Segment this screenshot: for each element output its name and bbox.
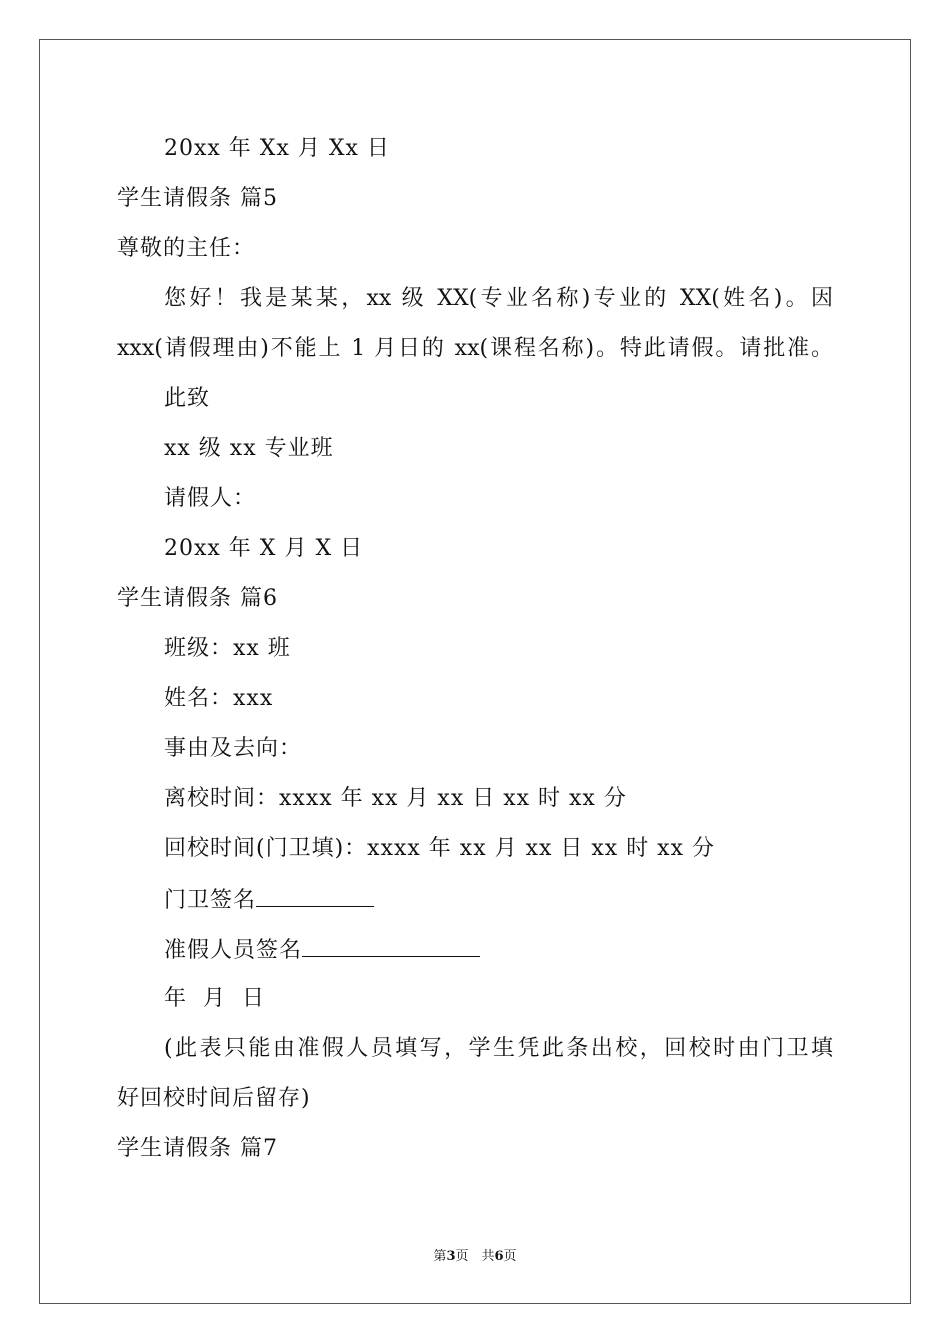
page-suffix: 页 <box>503 1249 517 1264</box>
page-footer <box>0 1248 950 1266</box>
page-frame <box>39 39 911 1304</box>
note-line-2: 好回校时间后留存) <box>117 1086 311 1111</box>
page-middle: 页 共 <box>455 1249 495 1264</box>
approver-signature-row <box>164 934 480 966</box>
date-line-2: 20xx 年 X 月 X 日 <box>164 536 364 561</box>
date-blank-line: 年 月 日 <box>164 986 265 1011</box>
leave-time-field: 离校时间：xxxx 年 xx 月 xx 日 xx 时 xx 分 <box>164 786 627 811</box>
page-prefix: 第 <box>433 1249 447 1264</box>
name-field: 姓名：xxx <box>164 686 274 711</box>
section-title-7: 学生请假条 篇7 <box>117 1136 278 1161</box>
approver-signature-blank <box>302 934 480 957</box>
applicant-line: 请假人： <box>164 486 257 511</box>
section-title-5: 学生请假条 篇5 <box>117 186 278 211</box>
approver-signature-label: 准假人员签名 <box>164 938 303 963</box>
reason-field: 事由及去向： <box>164 736 303 761</box>
salutation: 尊敬的主任： <box>117 236 256 261</box>
guard-signature-row <box>164 884 374 916</box>
class-field: 班级：xx 班 <box>164 636 291 661</box>
note-line-1: (此表只能由准假人员填写，学生凭此条出校，回校时由门卫填 <box>164 1036 833 1061</box>
guard-signature-blank <box>256 884 374 907</box>
return-time-field: 回校时间(门卫填)：xxxx 年 xx 月 xx 日 xx 时 xx 分 <box>164 836 715 861</box>
guard-signature-label: 门卫签名 <box>164 888 257 913</box>
date-line: 20xx 年 Xx 月 Xx 日 <box>164 136 390 161</box>
body-paragraph-line-2: xxx(请假理由)不能上 1 月日的 xx(课程名称)。特此请假。请批准。 <box>117 336 833 361</box>
body-paragraph-line-1: 您好！我是某某，xx 级 XX(专业名称)专业的 XX(姓名)。因 <box>164 286 833 311</box>
class-line: xx 级 xx 专业班 <box>164 436 334 461</box>
closing: 此致 <box>164 386 211 411</box>
section-title-6: 学生请假条 篇6 <box>117 586 278 611</box>
total-page-number: 6 <box>494 1249 504 1264</box>
current-page-number: 3 <box>446 1249 456 1264</box>
